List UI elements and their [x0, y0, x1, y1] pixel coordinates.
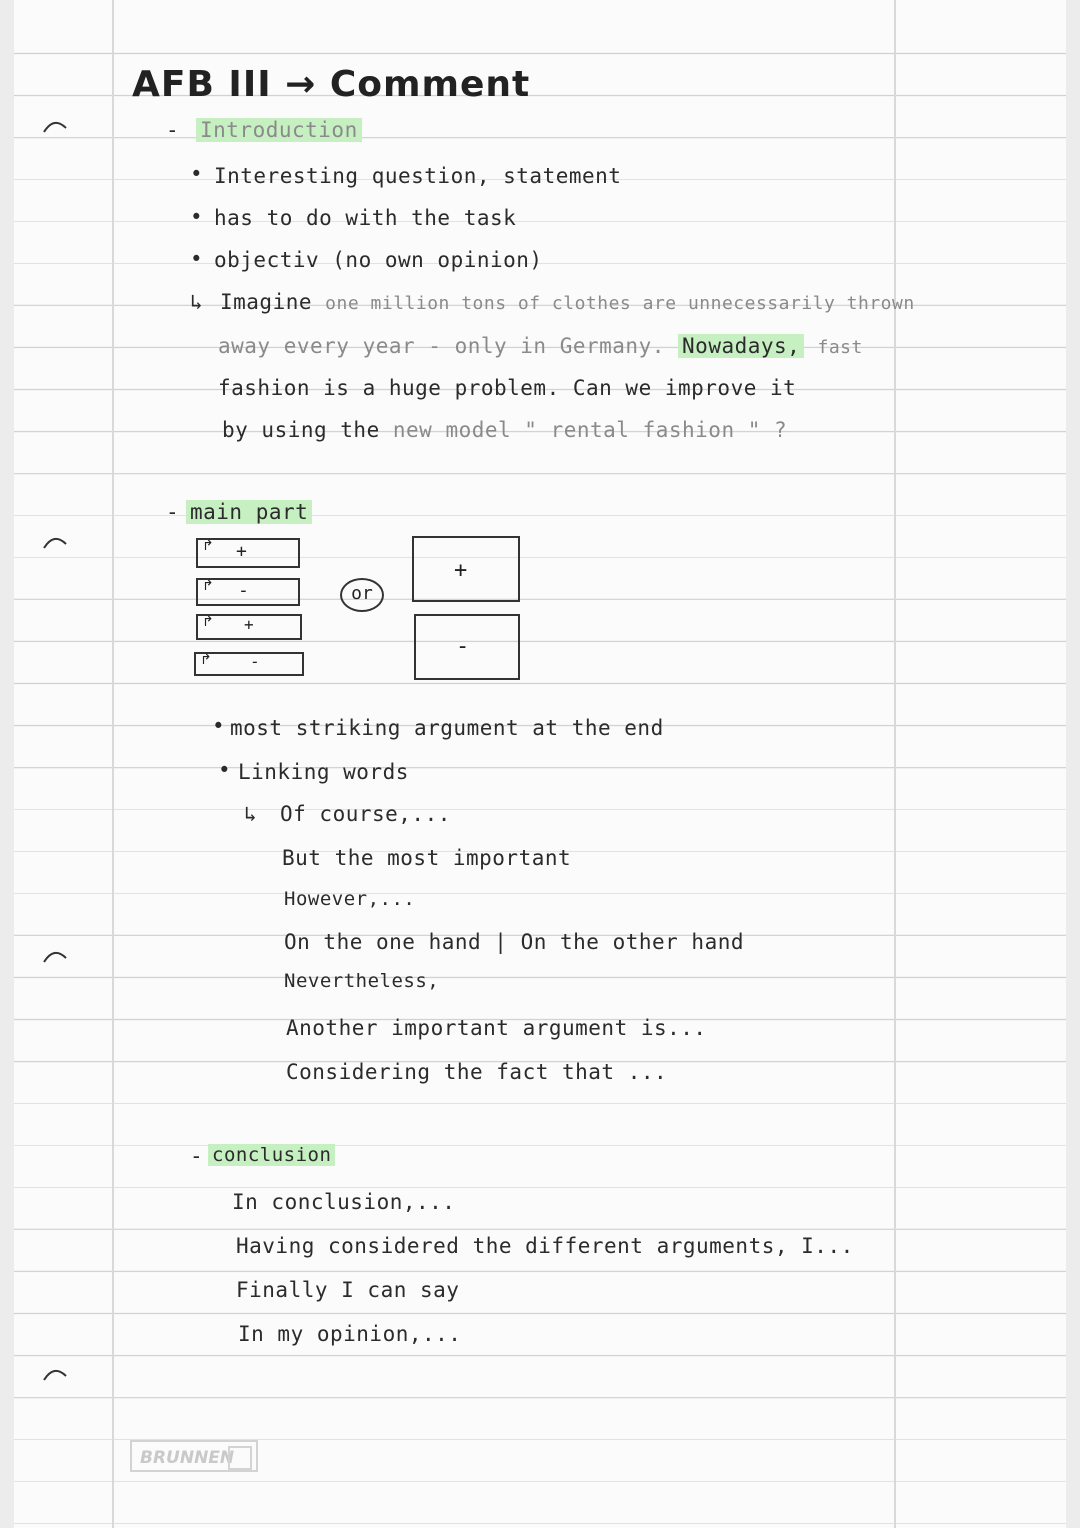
linking-word-4: On the one hand | On the other hand — [284, 930, 745, 954]
bullet-icon: • — [190, 247, 204, 271]
left-margin-line — [112, 0, 114, 1528]
contra-block-box: - — [414, 614, 520, 680]
notebook-page — [14, 0, 1066, 1528]
conclusion-phrase-1: In conclusion,... — [232, 1190, 456, 1214]
structure-box-minus: ↱ - — [194, 652, 304, 676]
or-circle: or — [340, 578, 384, 612]
page-title: AFB III → Comment — [132, 64, 531, 105]
punch-hole-icon — [40, 1362, 70, 1384]
linking-word-5: Nevertheless, — [284, 970, 440, 992]
bullet-icon: • — [190, 205, 204, 229]
brand-mark-icon — [228, 1446, 252, 1470]
conclusion-phrase-2: Having considered the different arguments, I... — [236, 1234, 854, 1258]
section-dash: - — [166, 118, 180, 142]
arrow-icon: ↱ — [202, 614, 214, 630]
main-bullet-2: Linking words — [238, 760, 409, 784]
structure-box-plus: ↱ + — [196, 614, 302, 640]
intro-bullet-3: objectiv (no own opinion) — [214, 248, 543, 272]
arrow-icon: ↱ — [202, 578, 214, 594]
conclusion-phrase-4: In my opinion,... — [238, 1322, 462, 1346]
intro-bullet-1: Interesting question, statement — [214, 164, 622, 188]
linking-word-6: Another important argument is... — [286, 1016, 707, 1040]
example-line-1: Imagine one million tons of clothes are unnecessarily thrown — [220, 290, 915, 314]
example-line-2: away every year - only in Germany. Nowadays, fast — [218, 334, 863, 358]
linking-word-2: But the most important — [282, 846, 572, 870]
conclusion-heading: conclusion — [208, 1144, 335, 1166]
linking-word-1: Of course,... — [280, 802, 451, 826]
pro-block-box: + — [412, 536, 520, 602]
bullet-icon: • — [212, 714, 226, 738]
punch-hole-icon — [40, 530, 70, 552]
sub-arrow-icon: ↳ — [244, 802, 258, 826]
main-part-heading: main part — [186, 500, 312, 524]
conclusion-phrase-3: Finally I can say — [236, 1278, 460, 1302]
punch-hole-icon — [40, 944, 70, 966]
punch-hole-icon — [40, 114, 70, 136]
structure-box-minus: ↱ - — [196, 578, 300, 606]
arrow-icon: ↱ — [202, 538, 214, 554]
section-dash: - — [190, 1144, 204, 1168]
right-margin-line — [894, 0, 896, 1528]
main-bullet-1: most striking argument at the end — [230, 716, 664, 740]
example-line-3: fashion is a huge problem. Can we improve it — [218, 376, 797, 400]
linking-word-7: Considering the fact that ... — [286, 1060, 668, 1084]
brand-logo: BRUNNEN — [130, 1440, 258, 1472]
example-line-4: by using the new model " rental fashion " ? — [222, 418, 788, 442]
arrow-icon: ↱ — [200, 652, 212, 668]
intro-bullet-2: has to do with the task — [214, 206, 517, 230]
sub-arrow-icon: ↳ — [190, 290, 204, 314]
section-dash: - — [166, 500, 180, 524]
linking-word-3: However,... — [284, 888, 416, 910]
structure-box-plus: ↱ + — [196, 538, 300, 568]
bullet-icon: • — [190, 162, 204, 186]
bullet-icon: • — [218, 758, 232, 782]
introduction-heading: Introduction — [196, 118, 362, 142]
